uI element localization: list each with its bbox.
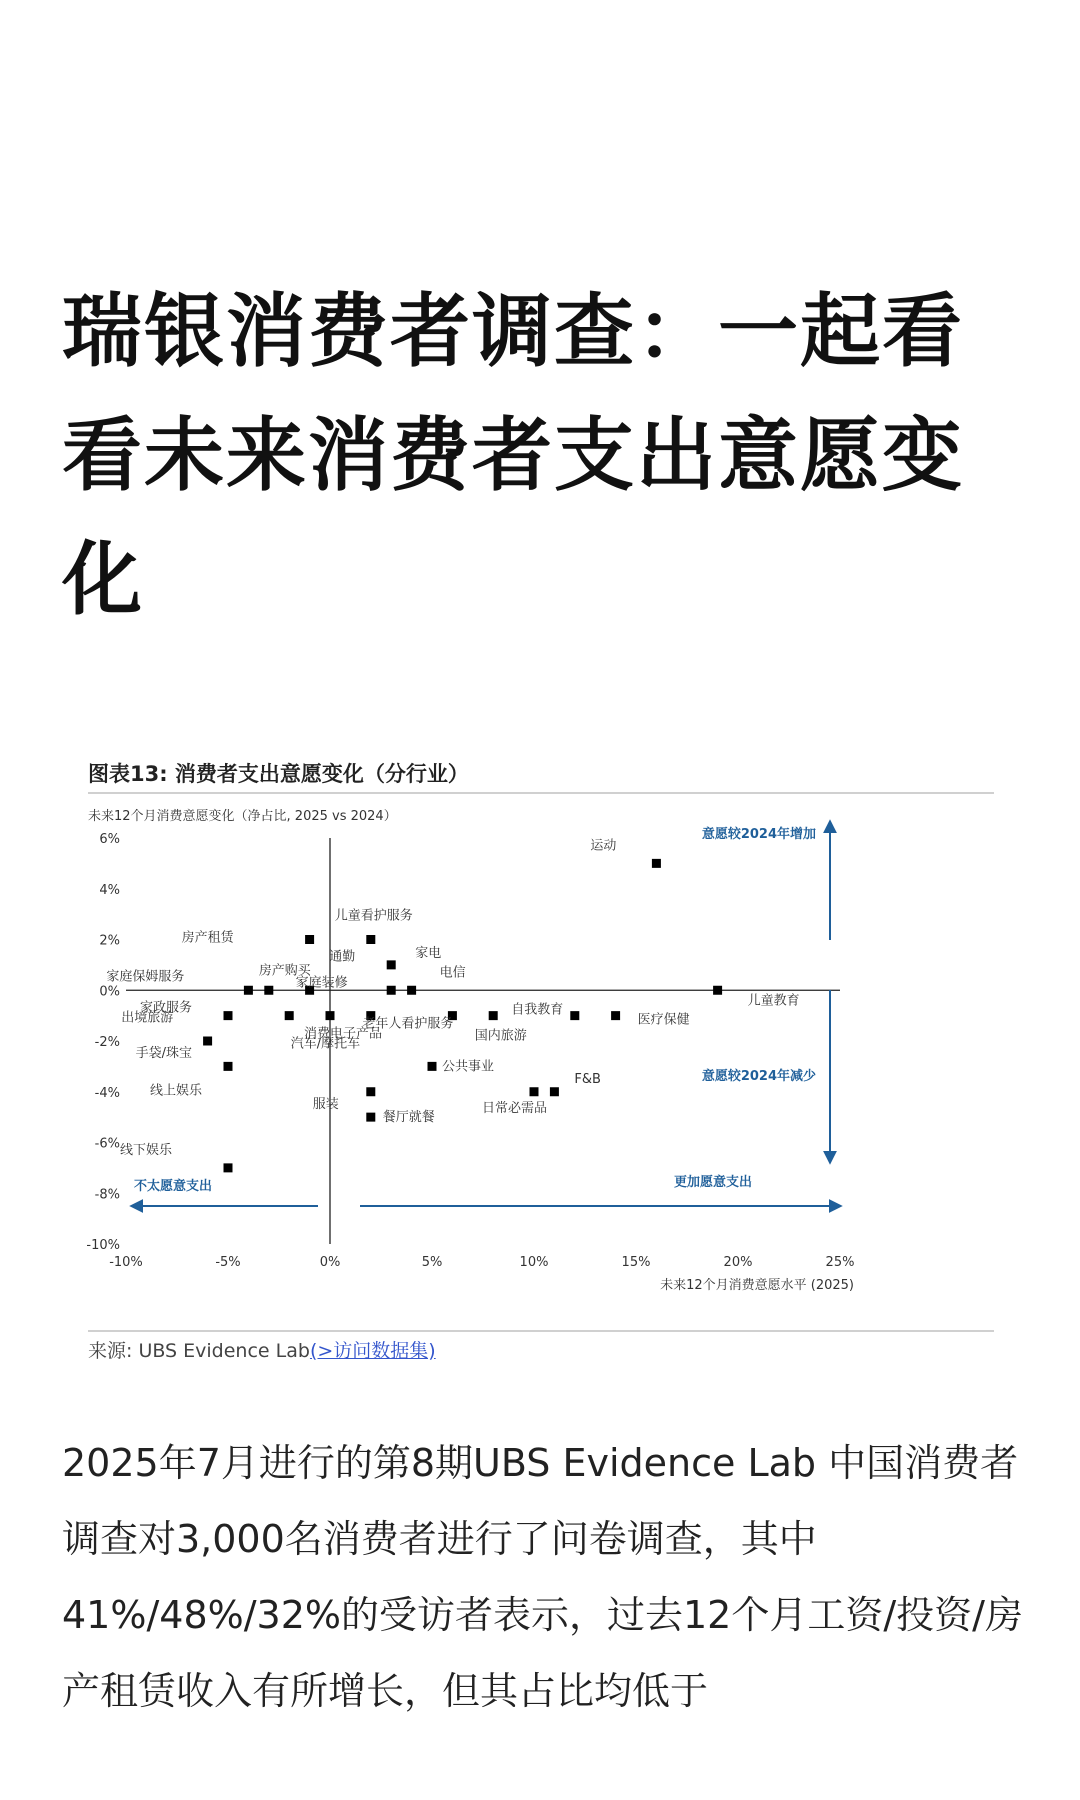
y-tick-label: 0% (99, 984, 120, 1000)
point-label: 家庭装修 (295, 975, 348, 991)
y-tick-label: -2% (94, 1035, 120, 1050)
x-tick-label: -10% (109, 1255, 143, 1270)
point-label: 消费电子产品 (304, 1026, 383, 1042)
annotation-down: 意愿较2024年减少 (701, 1069, 816, 1084)
point-label: 服装 (312, 1096, 339, 1112)
x-tick-label: 25% (825, 1255, 855, 1270)
scatter-chart (82, 808, 1002, 1328)
point-label: 餐厅就餐 (382, 1110, 435, 1126)
y-tick-label: -4% (94, 1085, 120, 1101)
x-tick-label: -5% (215, 1255, 241, 1270)
point-label: 公共事业 (442, 1059, 495, 1075)
point-label: 房产购买 (258, 963, 311, 979)
point-label: 汽车/摩托车 (290, 1036, 361, 1052)
point-label: 通勤 (329, 949, 356, 965)
point-label: 电信 (439, 965, 466, 981)
article-body: 2025年7月进行的第8期UBS Evidence Lab 中国消费者调查对3,000名消费者进行了问卷调查，其中41%/48%/32%的受访者表示，过去12个月工资/投资/房产租赁收入有所增长，但其占比均低于 (62, 1441, 1023, 1713)
annotation-left: 不太愿意支出 (134, 1179, 213, 1194)
y-tick-label: -6% (94, 1136, 120, 1152)
figure-source (88, 1336, 436, 1363)
x-tick-label: 20% (723, 1255, 753, 1270)
annotation-up: 意愿较2024年增加 (701, 827, 816, 842)
point-label: 线上娱乐 (150, 1083, 203, 1099)
y-tick-label: -10% (86, 1238, 120, 1253)
x-tick-label: 10% (519, 1255, 549, 1270)
data-point (489, 1011, 498, 1020)
x-tick-label: 0% (319, 1255, 341, 1270)
data-point (428, 1062, 437, 1071)
data-point (264, 986, 273, 995)
data-point (203, 1037, 212, 1046)
data-point (224, 1163, 233, 1172)
point-label: F&B (574, 1071, 601, 1087)
chart-figure (82, 748, 1002, 1368)
point-label: 家庭保姆服务 (106, 969, 185, 985)
point-label: 自我教育 (511, 1002, 564, 1018)
dataset-link[interactable]: (>访问数据集) (309, 1340, 436, 1362)
y-axis-title: 未来12个月消费意愿变化（净占比, 2025 vs 2024） (88, 809, 397, 824)
article-title: 瑞银消费者调查：一起看看未来消费者支出意愿变化 (62, 285, 964, 626)
x-axis-title: 未来12个月消费意愿水平 (2025) (660, 1278, 854, 1293)
point-label: 家电 (415, 945, 442, 961)
data-point (366, 1113, 375, 1122)
point-label: 手袋/珠宝 (135, 1046, 192, 1061)
y-tick-label: 2% (99, 933, 120, 949)
data-point (244, 986, 253, 995)
y-tick-label: 6% (99, 832, 120, 847)
point-label: 运动 (590, 838, 617, 854)
data-point (570, 1011, 579, 1020)
point-label: 儿童看护服务 (334, 908, 413, 924)
point-label: 医疗保健 (637, 1012, 690, 1028)
data-point (387, 986, 396, 995)
data-point (387, 960, 396, 969)
point-label: 国内旅游 (474, 1028, 527, 1044)
point-label: 家政服务 (140, 1000, 193, 1016)
data-point (305, 935, 314, 944)
x-tick-label: 5% (421, 1255, 443, 1270)
point-label: 儿童教育 (747, 993, 800, 1009)
source-label: 来源: UBS Evidence Lab (88, 1340, 310, 1362)
data-point (285, 1011, 294, 1020)
data-point (550, 1087, 559, 1096)
point-label: 线下娱乐 (120, 1142, 173, 1158)
data-point (407, 986, 416, 995)
data-point (611, 1011, 620, 1020)
x-tick-label: 15% (621, 1255, 651, 1270)
data-point (366, 1087, 375, 1096)
data-point (713, 986, 722, 995)
annotation-right: 更加愿意支出 (673, 1175, 752, 1190)
data-point (652, 859, 661, 868)
point-label: 老年人看护服务 (362, 1016, 454, 1032)
data-point (224, 1011, 233, 1020)
figure-bottom-rule (88, 1330, 994, 1332)
data-point (366, 935, 375, 944)
data-point (326, 1011, 335, 1020)
y-tick-label: -8% (94, 1187, 120, 1203)
data-point (530, 1087, 539, 1096)
figure-top-rule (88, 792, 994, 794)
figure-title: 图表13: 消费者支出意愿变化（分行业） (88, 762, 469, 786)
point-label: 出境旅游 (121, 1010, 174, 1026)
point-label: 房产租赁 (181, 930, 234, 946)
data-point (224, 1062, 233, 1071)
y-tick-label: 4% (99, 882, 120, 898)
point-label: 日常必需品 (482, 1100, 548, 1116)
